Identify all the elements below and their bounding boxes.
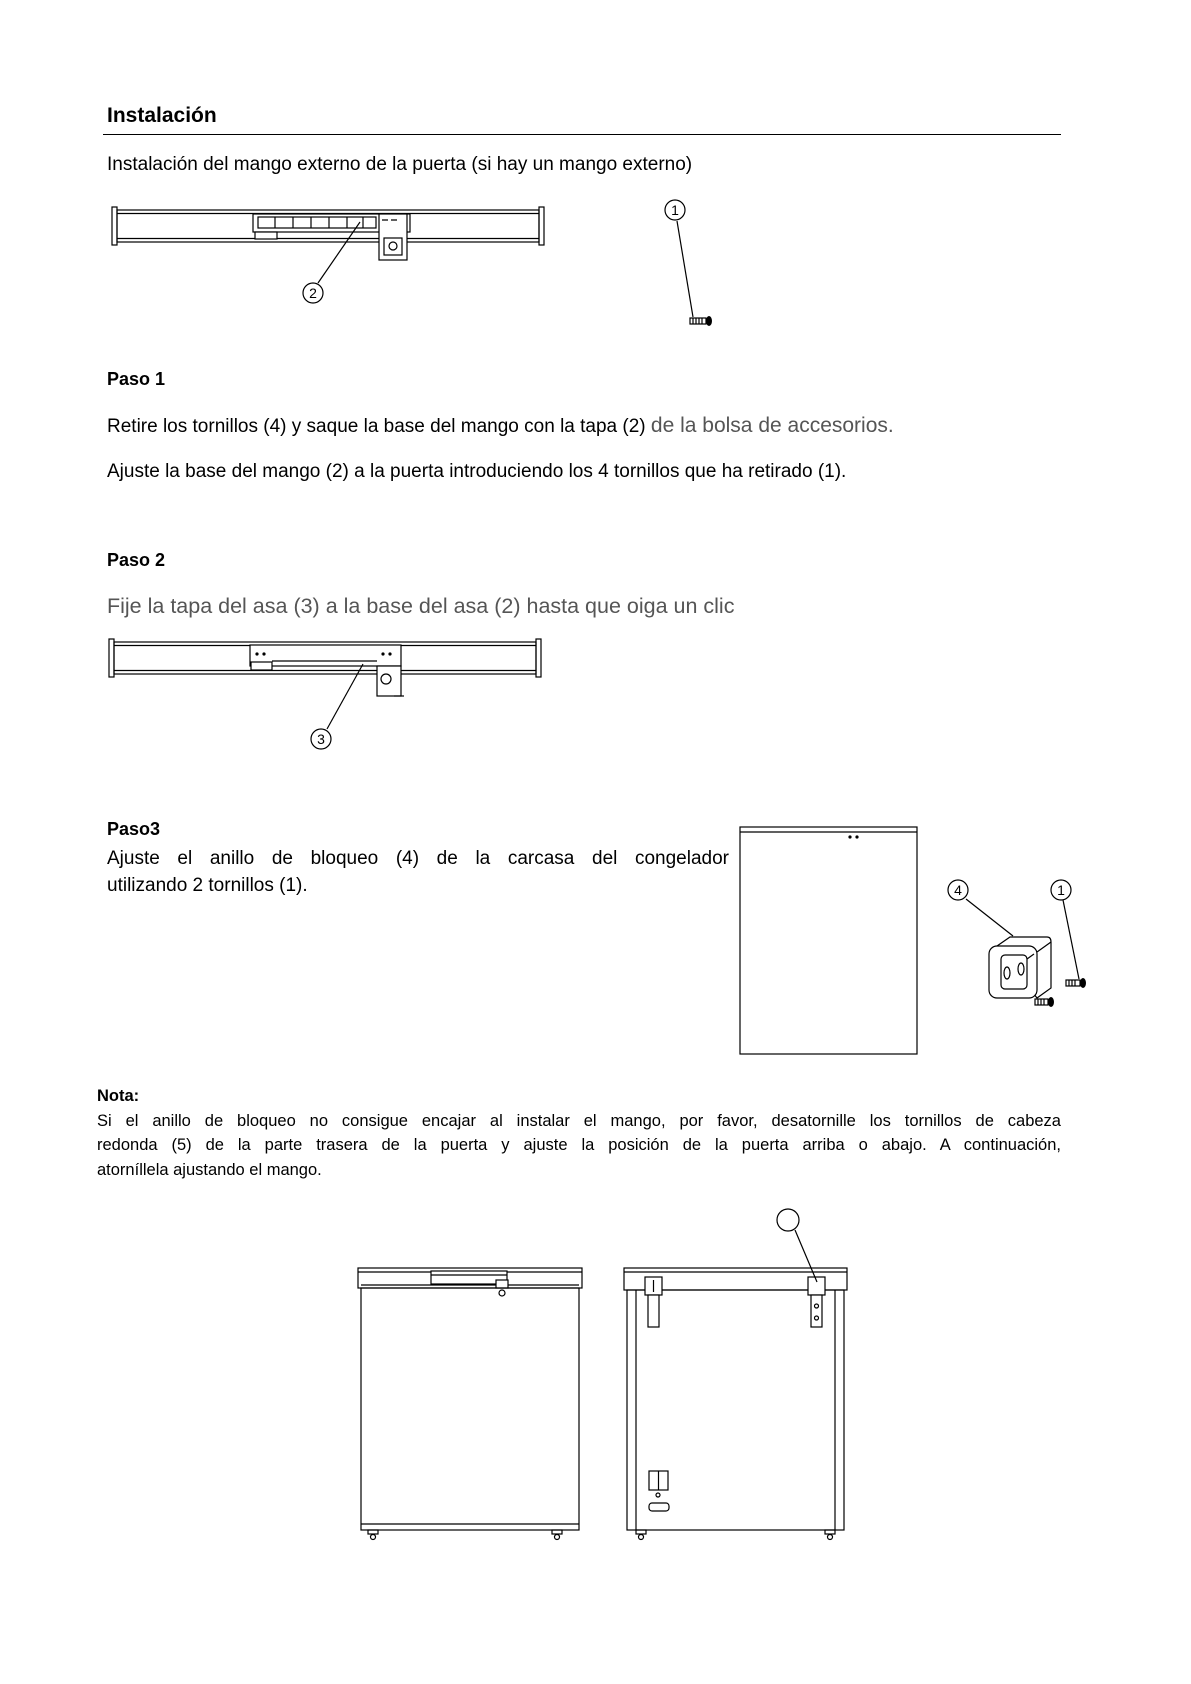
- step-3-instruction-line-1: Ajuste el anillo de bloqueo (4) de la carcasa del congelador: [107, 848, 729, 869]
- chest-freezer-front-drawing: [358, 1268, 582, 1540]
- callout-handle-cap: [311, 729, 331, 749]
- step-1-instruction-1-main: Retire los tornillos (4) y saque la base del mango con la tapa (2): [107, 416, 646, 437]
- step-3-instruction-line-2: utilizando 2 tornillos (1).: [107, 875, 308, 896]
- title-divider: [103, 134, 1061, 135]
- note-line-3: atorníllela ajustando el mango.: [97, 1161, 322, 1179]
- note-line-2: redonda (5) de la parte trasera de la puerta y ajuste la posición de la puerta arriba o abajo. A continuación,: [97, 1136, 1061, 1154]
- callout-handle-base: [303, 283, 323, 303]
- note-line-1: Si el anillo de bloqueo no consigue encajar al instalar el mango, por favor, desatornille los tornillos de cabeza: [97, 1112, 1061, 1130]
- chest-freezer-back-drawing: [624, 1209, 847, 1540]
- callout-lock-ring-number: 4: [954, 882, 962, 898]
- section-subtitle: Instalación del mango externo de la puerta (si hay un mango externo): [107, 154, 693, 175]
- step-1-heading: Paso 1: [107, 369, 166, 389]
- callout-handle-cap-number: 3: [317, 731, 325, 747]
- freezer-front-drawing: [740, 827, 917, 1054]
- step-3-heading: Paso3: [107, 819, 161, 839]
- callout-lock-ring-screw-number: 1: [1057, 882, 1065, 898]
- step-1-instruction-1-accent: de la bolsa de accesorios.: [650, 414, 894, 437]
- step-2-instruction: Fije la tapa del asa (3) a la base del asa (2) hasta que oiga un clic: [107, 594, 735, 618]
- step-1-instruction-2: Ajuste la base del mango (2) a la puerta introduciendo los 4 tornillos que ha retirado (1).: [107, 461, 847, 482]
- handle-base-drawing: [112, 207, 544, 283]
- lock-ring-drawing: [948, 880, 1086, 1007]
- note-heading: Nota:: [97, 1087, 140, 1105]
- section-title: Instalación: [107, 104, 217, 127]
- handle-cap-drawing: [109, 639, 541, 729]
- step-1-instruction-1: [107, 415, 894, 438]
- step-2-heading: Paso 2: [107, 550, 166, 570]
- callout-screw-number: 1: [671, 202, 679, 218]
- screw-drawing: [665, 200, 712, 326]
- callout-handle-base-number: 2: [309, 285, 317, 301]
